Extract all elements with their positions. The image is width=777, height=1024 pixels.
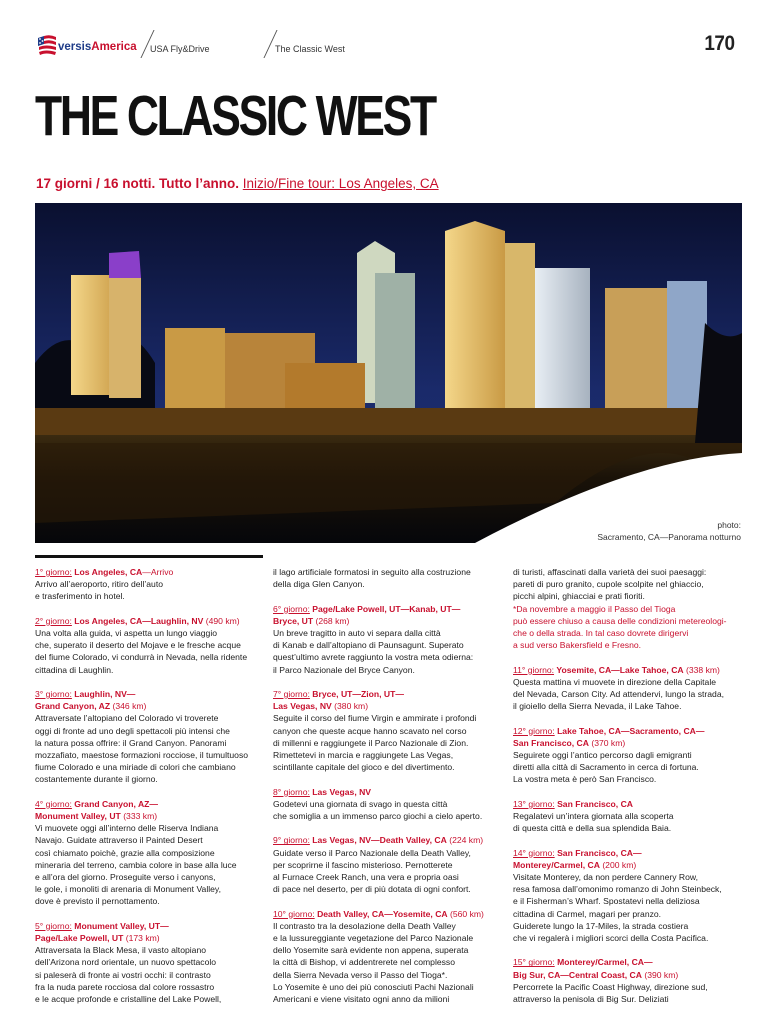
day-text-line: Arrivo all’aeroporto, ritiro dell’auto <box>35 579 164 590</box>
day-place: Laughlin, NV— <box>74 689 136 699</box>
page-number: 170 <box>704 32 735 55</box>
day-note-line: può essere chiuso a causa delle condizioni metereologi- <box>513 615 727 626</box>
day-text-line: così chiamato poichè, grazie alla composizione <box>35 847 215 858</box>
day-place: Los Angeles, CA—Laughlin, NV <box>74 615 204 626</box>
day-text-line: attraverso la penisola di Big Sur. Deliziati <box>513 994 669 1005</box>
day-distance: (346 km) <box>112 701 147 712</box>
day-text-line: e trasferimento in hotel. <box>35 591 125 602</box>
day-text-line: la natura possa offrire: il Grand Canyon. Panorami <box>35 737 227 748</box>
day-text-line: Rimettetevi in marcia e raggiungete Las Vegas, <box>273 750 454 761</box>
day-text-line: la città di Bishop, vi addentrerete nel complesso <box>273 957 456 968</box>
day-distance: (268 km) <box>315 615 350 626</box>
day-distance: (380 km) <box>334 701 369 712</box>
day-text-line: Attraversata la Black Mesa, il vasto altopiano <box>35 945 207 956</box>
day-text-line: Il contrasto tra la desolazione della Death Valley <box>273 920 456 931</box>
photo-credit <box>597 519 741 543</box>
itinerary-day <box>35 798 265 908</box>
day-text-line: Americani e viene visitato ogni anno da milioni <box>273 994 450 1005</box>
day-text-line: Navajo. Guidate attraverso il Painted Desert <box>35 835 203 846</box>
day-text-line: cittadina di Laughlin. <box>35 664 114 675</box>
versis-america-logo[interactable] <box>36 34 146 60</box>
day-place: Grand Canyon, AZ <box>35 701 111 712</box>
itinerary-day <box>273 834 503 895</box>
tour-subtitle <box>36 176 439 191</box>
day-label[interactable]: 8° giorno: <box>273 786 310 797</box>
day-text-line: di millenni e raggiungete il Parco Nazionale di Zion. <box>273 737 469 748</box>
day-place: San Francisco, CA <box>513 737 589 748</box>
day-note-line: a sud verso Bakersfield e Fresno. <box>513 640 642 651</box>
itinerary-day <box>513 956 743 1005</box>
day-place: Death Valley, CA—Yosemite, CA <box>317 908 448 919</box>
day-text-line: mozzafiato, maestose formazioni rocciose, il tumultuoso <box>35 750 249 761</box>
day-place: Page/Lake Powell, UT <box>35 933 124 944</box>
day-text-line: le gole, i monoliti di arenaria di Monument Valley, <box>35 884 221 895</box>
day-text-line: di turisti, affascinati dalla varietà dei suoi paesaggi: <box>513 567 707 577</box>
day-text-line: La vostra meta è però San Francisco. <box>513 774 657 785</box>
day-text-line: al Furnace Creek Ranch, una vera e propria oasi <box>273 872 459 883</box>
day-text-line: diretti alla città di Sacramento in cerca di fortuna. <box>513 762 699 773</box>
day-text-line: del fiume Colorado, vi condurrà in Nevada, nella ridente <box>35 652 248 663</box>
day-label[interactable]: 10° giorno: <box>273 908 315 919</box>
tour-duration: 17 giorni / 16 notti. Tutto l’anno. <box>36 176 239 191</box>
day-text-line: Lo Yosemite è uno dei più conosciuti Pachi Nazionali <box>273 981 474 992</box>
day-note-line: *Da novembre a maggio il Passo del Tioga <box>513 603 676 614</box>
day-place: Monument Valley, UT <box>35 811 121 822</box>
day-place: Las Vegas, NV <box>273 701 332 712</box>
day-text-line: Vi muovete oggi all’interno delle Riserva Indiana <box>35 823 219 834</box>
day-text-line: che vi regalerà i migliori scorci della Costa Pacifica. <box>513 933 709 944</box>
day-label[interactable]: 4° giorno: <box>35 798 72 809</box>
day-text-line: Guidate verso il Parco Nazionale della Death Valley, <box>273 847 471 858</box>
breadcrumb-page[interactable]: The Classic West <box>275 44 345 54</box>
day-place: Yosemite, CA—Lake Tahoe, CA <box>556 664 684 675</box>
day-text-line: quest’ultimo avrete raggiunto la vostra meta odierna: <box>273 652 474 663</box>
itinerary-day <box>513 798 743 835</box>
day-text-line: costantemente durante il giorno. <box>35 774 158 785</box>
flag-icon <box>36 34 58 58</box>
day-text-line: Seguite il corso del fiume Virgin e ammirate i profondi <box>273 713 477 724</box>
day-text-line: e all’ora del giorno. Proseguite verso i canyons, <box>35 872 216 883</box>
day-label[interactable]: 14° giorno: <box>513 847 555 858</box>
page-header <box>0 0 777 70</box>
day-text-line: per scoprirne il fascino misterioso. Pernotterete <box>273 859 453 870</box>
photo-credit-label: photo: <box>717 520 741 530</box>
day-text-line: Visitate Monterey, da non perdere Cannery Row, <box>513 872 699 883</box>
itinerary-day <box>273 688 503 773</box>
itinerary-day <box>273 603 503 676</box>
logo-text-part1: versis <box>58 41 92 53</box>
day-text-line: Attraversate l’altopiano del Colorado vi troverete <box>35 713 219 724</box>
day-distance: (390 km) <box>644 969 679 980</box>
day-label[interactable]: 5° giorno: <box>35 920 72 931</box>
skyline-image <box>35 203 742 543</box>
day-text-line: della Sierra Nevada verso il Passo del Tioga*. <box>273 969 448 980</box>
itinerary-day <box>35 688 265 786</box>
photo-credit-text: Sacramento, CA—Panorama notturno <box>597 532 741 542</box>
day-text-line: e la lussureggiante vegetazione del Parco Nazionale <box>273 933 474 944</box>
itinerary-day-continued <box>273 566 503 590</box>
day-text-line: della diga Glen Canyon. <box>273 579 365 590</box>
breadcrumb-section[interactable]: USA Fly&Drive <box>150 44 210 54</box>
page-title: THE CLASSIC WEST <box>35 84 435 148</box>
day-note-line: che o della strada. In tal caso dovrete dirigervi <box>513 628 689 639</box>
day-text-line: che somiglia a un immenso parco giochi a cielo aperto. <box>273 811 483 822</box>
day-label[interactable]: 7° giorno: <box>273 689 310 699</box>
day-distance: (338 km) <box>686 664 720 675</box>
day-distance: (173 km) <box>125 933 160 944</box>
day-label[interactable]: 1° giorno: <box>35 567 72 577</box>
day-place: San Francisco, CA <box>557 798 633 809</box>
tour-start-end-link[interactable]: Inizio/Fine tour: Los Angeles, CA <box>242 176 439 191</box>
day-text-line: il gioiello della Sierra Nevada, il Lake Tahoe. <box>513 701 682 712</box>
day-text-line: Godetevi una giornata di svago in questa città <box>273 798 448 809</box>
day-text-line: fra la nuda parete rocciosa dal colore rossastro <box>35 981 215 992</box>
day-text-line: resa famosa dall’omonimo romanzo di John Steinbeck, <box>513 884 722 895</box>
day-text-line: Una volta alla guida, vi aspetta un lungo viaggio <box>35 628 218 638</box>
day-text-line: che, superato il deserto del Mojave e le fresche acque <box>35 640 241 651</box>
day-distance: (560 km) <box>450 908 484 919</box>
itinerary-day <box>35 566 265 603</box>
day-place: Monterey/Carmel, CA <box>513 859 600 870</box>
itinerary-day <box>513 725 743 786</box>
day-text-line: di Kanab e dall’altopiano di Paunsagunt. Superato <box>273 640 464 651</box>
itinerary-day <box>513 664 743 713</box>
day-text-line: di questa città e della sua splendida Baia. <box>513 823 672 834</box>
day-place: Las Vegas, NV <box>312 786 372 797</box>
itinerary-day <box>273 908 503 1006</box>
day-text-line: e le acque profonde e cristalline del Lake Powell, <box>35 994 222 1005</box>
day-text-line: e il Fisherman’s Wharf. Spostatevi nella deliziosa <box>513 896 700 907</box>
day-text-line: dove è previsto il pernottamento. <box>35 896 160 907</box>
day-text-line: di pace nel deserto, per di più dotata di ogni confort. <box>273 884 471 895</box>
day-label[interactable]: 13° giorno: <box>513 798 555 809</box>
day-distance: —Arrivo <box>142 567 174 577</box>
day-text-line: del Nevada, Carson City. Ad attendervi, lungo la strada, <box>513 689 724 700</box>
day-text-line: Seguirete oggi l’antico percorso dagli emigranti <box>513 750 692 761</box>
day-distance: (224 km) <box>449 835 484 846</box>
day-label[interactable]: 11° giorno: <box>513 664 555 675</box>
day-label[interactable]: 15° giorno: <box>513 957 555 968</box>
day-place: Bryce, UT—Zion, UT— <box>312 689 404 699</box>
day-text-line: il lago artificiale formatosi in seguito alla costruzione <box>273 567 471 577</box>
day-text-line: Guiderete lungo la 17-Miles, la strada costiera <box>513 920 689 931</box>
day-text-line: oggi di fronte ad uno degli spettacoli più intensi che <box>35 725 230 736</box>
day-text-line: il Parco Nazionale del Bryce Canyon. <box>273 664 415 675</box>
day-text-line: fiume Colorado e una miriade di colori che cambiano <box>35 762 236 773</box>
itinerary-column-2 <box>273 566 503 1017</box>
section-rule <box>35 555 263 558</box>
day-text-line: dello Yosemite sarà evidente non appena, superata <box>273 945 469 956</box>
itinerary-column-3 <box>513 566 743 1017</box>
day-place: Monument Valley, UT— <box>74 920 169 931</box>
itinerary-day-continued <box>513 566 743 651</box>
day-text-line: pareti di puro granito, cupole scolpite nel ghiaccio, <box>513 579 704 590</box>
itinerary-day <box>35 920 265 1005</box>
day-place: Las Vegas, NV—Death Valley, CA <box>312 835 447 846</box>
day-place: Bryce, UT <box>273 615 314 626</box>
day-text-line: Questa mattina vi muovete in direzione della Capitale <box>513 676 717 687</box>
day-distance: (200 km) <box>602 859 637 870</box>
day-label[interactable]: 12° giorno: <box>513 725 555 736</box>
day-label[interactable]: 2° giorno: <box>35 615 72 626</box>
day-place: Lake Tahoe, CA—Sacramento, CA— <box>557 725 705 736</box>
day-place: San Francisco, CA— <box>557 847 642 858</box>
day-label[interactable]: 6° giorno: <box>273 603 310 614</box>
day-text-line: cittadina di Carmel, magari per pranzo. <box>513 908 662 919</box>
sacramento-skyline-photo <box>35 203 742 543</box>
day-text-line: Percorrete la Pacific Coast Highway, direzione sud, <box>513 981 708 992</box>
itinerary-day <box>35 615 265 676</box>
day-text-line: si paleserà di fronte ai vostri occhi: il contrasto <box>35 969 211 980</box>
day-distance: (333 km) <box>123 811 158 822</box>
day-text-line: Un breve tragitto in auto vi separa dalla città <box>273 628 441 638</box>
day-place: Page/Lake Powell, UT—Kanab, UT— <box>312 603 461 614</box>
day-text-line: canyon che queste acque hanno scavato nel corso <box>273 725 467 736</box>
day-text-line: Regalatevi un’intera giornata alla scoperta <box>513 811 674 822</box>
day-place: Grand Canyon, AZ— <box>74 798 158 809</box>
day-label[interactable]: 3° giorno: <box>35 689 72 699</box>
day-distance: (370 km) <box>591 737 626 748</box>
day-text-line: dell’Arizona nord orientale, un nuovo spettacolo <box>35 957 217 968</box>
itinerary-column-1 <box>35 566 265 1017</box>
day-text-line: picchi alpini, ghiacciai e prati fioriti. <box>513 591 645 602</box>
day-place: Big Sur, CA—Central Coast, CA <box>513 969 642 980</box>
day-text-line: scintillante capitale del gioco e del divertimento. <box>273 762 455 773</box>
logo-text-part2: America <box>91 41 137 53</box>
day-place: Monterey/Carmel, CA— <box>557 957 653 968</box>
day-label[interactable]: 9° giorno: <box>273 835 310 846</box>
itinerary-day <box>513 847 743 945</box>
day-text-line: mineraria del terreno, cambia colore in base alla luce <box>35 859 237 870</box>
day-place: Los Angeles, CA <box>74 567 143 577</box>
itinerary-day <box>273 786 503 823</box>
day-distance: (490 km) <box>205 615 240 626</box>
